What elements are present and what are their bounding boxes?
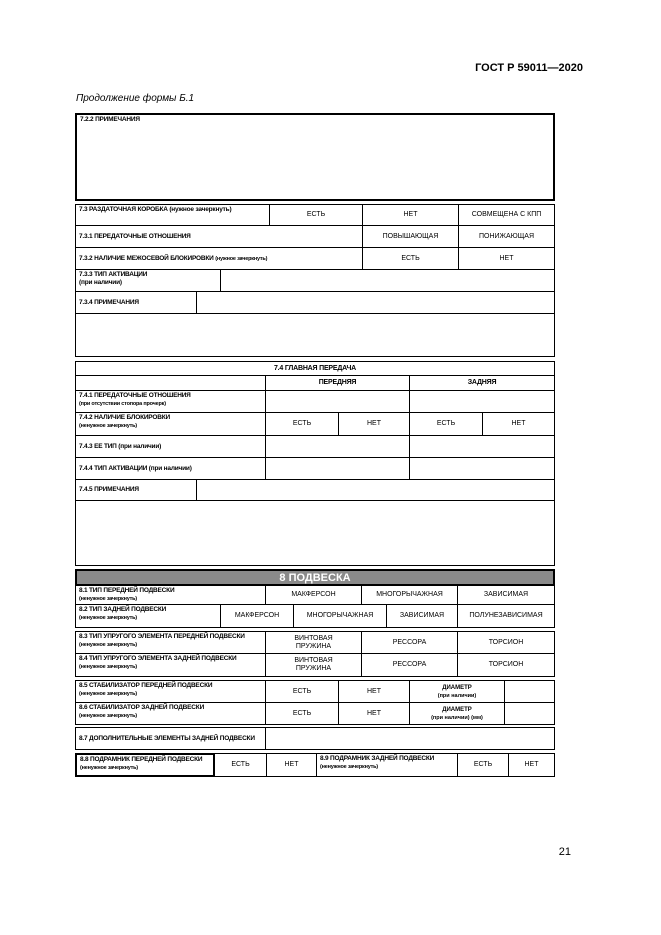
front-stabilizer-note: (ненужное зачеркнуть) — [79, 691, 137, 697]
main-gear-745-label: 7.4.5 ПРИМЕЧАНИЯ — [75, 479, 197, 501]
rear-elastic-torsion[interactable]: ТОРСИОН — [457, 653, 555, 677]
rear-elastic-label — [75, 653, 266, 677]
gear-ratio-up[interactable]: ПОВЫШАЮЩАЯ — [362, 225, 459, 248]
front-suspension-type-note: (ненужное зачеркнуть) — [79, 596, 137, 602]
rear-extra-elements-field[interactable] — [265, 727, 555, 750]
interaxle-lock-label — [75, 247, 363, 270]
rear-extra-elements-label: 8.7 ДОПОЛНИТЕЛЬНЫЕ ЭЛЕМЕНТЫ ЗАДНЕЙ ПОДВЕСКИ — [75, 727, 266, 750]
notes-722-label: 7.2.2 ПРИМЕЧАНИЯ — [80, 116, 140, 123]
main-gear-742-note: (ненужное зачеркнуть) — [79, 423, 137, 429]
front-elastic-coil-line1: ВИНТОВАЯ — [294, 634, 333, 642]
front-stabilizer-yes[interactable]: ЕСТЬ — [265, 680, 339, 703]
activation-733-title: 7.3.3 ТИП АКТИВАЦИИ — [79, 271, 148, 278]
front-stabilizer-no[interactable]: НЕТ — [338, 680, 410, 703]
front-elastic-note: (ненужное зачеркнуть) — [79, 642, 137, 648]
main-gear-741-rear[interactable] — [409, 390, 555, 413]
rear-suspension-dependent[interactable]: ЗАВИСИМАЯ — [386, 604, 458, 628]
rear-subframe-note: (ненужное зачеркнуть) — [320, 764, 378, 770]
rear-stabilizer-title: 8.6 СТАБИЛИЗАТОР ЗАДНЕЙ ПОДВЕСКИ — [79, 704, 205, 711]
transfer-case-yes[interactable]: ЕСТЬ — [269, 204, 363, 226]
front-elastic-title: 8.3 ТИП УПРУГОГО ЭЛЕМЕНТА ПЕРЕДНЕЙ ПОДВЕСКИ — [79, 633, 245, 640]
main-gear-742-front-yes[interactable]: ЕСТЬ — [265, 412, 339, 436]
main-gear-743-rear[interactable] — [409, 435, 555, 458]
rear-stabilizer-note: (ненужное зачеркнуть) — [79, 713, 137, 719]
front-suspension-type-label — [75, 585, 266, 605]
front-stabilizer-diameter-label — [409, 680, 505, 703]
front-subframe-no[interactable]: НЕТ — [266, 753, 317, 777]
gear-ratio-down[interactable]: ПОНИЖАЮЩАЯ — [458, 225, 555, 248]
rear-diameter-title: ДИАМЕТР — [442, 706, 472, 713]
interaxle-lock-no[interactable]: НЕТ — [458, 247, 555, 270]
main-gear-743-front[interactable] — [265, 435, 410, 458]
activation-733-label — [75, 269, 221, 292]
main-gear-741-title: 7.4.1 ПЕРЕДАТОЧНЫЕ ОТНОШЕНИЯ — [79, 392, 191, 399]
main-gear-742-rear-yes[interactable]: ЕСТЬ — [409, 412, 483, 436]
transfer-case-title: 7.3 РАЗДАТОЧНАЯ КОРОБКА — [79, 206, 168, 213]
interaxle-lock-note: (нужное зачеркнуть) — [215, 255, 268, 262]
front-suspension-type-title: 8.1 ТИП ПЕРЕДНЕЙ ПОДВЕСКИ — [79, 587, 175, 594]
main-gear-745-area[interactable] — [75, 500, 555, 566]
notes-722-box[interactable] — [75, 113, 555, 201]
rear-suspension-type-title: 8.2 ТИП ЗАДНЕЙ ПОДВЕСКИ — [79, 606, 167, 613]
main-gear-744-label: 7.4.4 ТИП АКТИВАЦИИ (при наличии) — [75, 457, 266, 480]
front-subframe-note: (ненужное зачеркнуть) — [80, 765, 138, 771]
rear-suspension-semi[interactable]: ПОЛУНЕЗАВИСИМАЯ — [457, 604, 555, 628]
rear-stabilizer-diameter-label — [409, 702, 505, 725]
interaxle-lock-yes[interactable]: ЕСТЬ — [362, 247, 459, 270]
front-suspension-dependent[interactable]: ЗАВИСИМАЯ — [457, 585, 555, 605]
main-gear-front-header: ПЕРЕДНЯЯ — [265, 375, 410, 391]
rear-elastic-leaf[interactable]: РЕССОРА — [361, 653, 458, 677]
rear-elastic-note: (ненужное зачеркнуть) — [79, 664, 137, 670]
rear-elastic-title: 8.4 ТИП УПРУГОГО ЭЛЕМЕНТА ЗАДНЕЙ ПОДВЕСКИ — [79, 655, 237, 662]
continuation-caption: Продолжение формы Б.1 — [76, 93, 195, 104]
notes-734-field[interactable] — [196, 291, 555, 314]
rear-elastic-coil-line2: ПРУЖИНА — [295, 665, 332, 672]
transfer-case-combined[interactable]: СОВМЕЩЕНА С КПП — [458, 204, 555, 226]
front-diameter-note: (при наличии) — [437, 692, 477, 699]
front-elastic-coil-line2: ПРУЖИНА — [295, 642, 332, 650]
main-gear-742-rear-no[interactable]: НЕТ — [482, 412, 555, 436]
front-subframe-yes[interactable]: ЕСТЬ — [214, 753, 267, 777]
front-stabilizer-diameter-field[interactable] — [504, 680, 555, 703]
rear-elastic-coil-line1: ВИНТОВАЯ — [294, 657, 333, 664]
page-number: 21 — [558, 846, 571, 858]
front-stabilizer-title: 8.5 СТАБИЛИЗАТОР ПЕРЕДНЕЙ ПОДВЕСКИ — [79, 682, 213, 689]
front-stabilizer-label — [75, 680, 266, 703]
activation-733-note: (при наличии) — [79, 279, 122, 286]
rear-elastic-coil[interactable] — [265, 653, 362, 677]
main-gear-741-note: (при отсутствии стопора прочерк) — [79, 401, 166, 407]
main-gear-header-empty — [75, 375, 266, 391]
main-gear-743-label: 7.4.3 ЕЕ ТИП (при наличии) — [75, 435, 266, 458]
rear-suspension-type-label — [75, 604, 221, 628]
rear-subframe-no[interactable]: НЕТ — [508, 753, 555, 777]
transfer-case-note: (нужное зачеркнуть) — [169, 206, 232, 213]
rear-stabilizer-no[interactable]: НЕТ — [338, 702, 410, 725]
interaxle-lock-title: 7.3.2 НАЛИЧИЕ МЕЖОСЕВОЙ БЛОКИРОВКИ — [79, 254, 214, 262]
main-gear-741-front[interactable] — [265, 390, 410, 413]
front-subframe-title: 8.8 ПОДРАМНИК ПЕРЕДНЕЙ ПОДВЕСКИ — [80, 756, 203, 763]
rear-stabilizer-label — [75, 702, 266, 725]
front-suspension-multilink[interactable]: МНОГОРЫЧАЖНАЯ — [361, 585, 458, 605]
front-diameter-title: ДИАМЕТР — [442, 684, 472, 691]
rear-subframe-label — [316, 753, 458, 777]
main-gear-742-label — [75, 412, 266, 436]
standard-number: ГОСТ Р 59011—2020 — [475, 62, 583, 74]
notes-734-label: 7.3.4 ПРИМЕЧАНИЯ — [75, 291, 197, 314]
front-elastic-label — [75, 631, 266, 654]
front-suspension-mcpherson[interactable]: МАКФЕРСОН — [265, 585, 362, 605]
rear-suspension-multilink[interactable]: МНОГОРЫЧАЖНАЯ — [293, 604, 387, 628]
notes-734-area[interactable] — [75, 313, 555, 357]
transfer-case-label — [75, 204, 270, 226]
rear-diameter-note: (при наличии) (мм) — [431, 714, 483, 721]
rear-stabilizer-diameter-field[interactable] — [504, 702, 555, 725]
rear-suspension-type-note: (ненужное зачеркнуть) — [79, 615, 137, 621]
rear-subframe-title: 8.9 ПОДРАМНИК ЗАДНЕЙ ПОДВЕСКИ — [320, 755, 435, 762]
main-gear-741-label — [75, 390, 266, 413]
main-gear-title: 7.4 ГЛАВНАЯ ПЕРЕДАЧА — [75, 361, 555, 376]
main-gear-rear-header: ЗАДНЯЯ — [409, 375, 555, 391]
suspension-title: 8 ПОДВЕСКА — [75, 569, 555, 586]
transfer-case-no[interactable]: НЕТ — [362, 204, 459, 226]
main-gear-744-front[interactable] — [265, 457, 410, 480]
rear-subframe-yes[interactable]: ЕСТЬ — [457, 753, 509, 777]
rear-stabilizer-yes[interactable]: ЕСТЬ — [265, 702, 339, 725]
activation-733-field[interactable] — [220, 269, 555, 292]
rear-suspension-mcpherson[interactable]: МАКФЕРСОН — [220, 604, 294, 628]
main-gear-742-title: 7.4.2 НАЛИЧИЕ БЛОКИРОВКИ — [79, 414, 170, 421]
front-elastic-leaf[interactable]: РЕССОРА — [361, 631, 458, 654]
gear-ratios-731-label: 7.3.1 ПЕРЕДАТОЧНЫЕ ОТНОШЕНИЯ — [75, 225, 363, 248]
front-elastic-torsion[interactable]: ТОРСИОН — [457, 631, 555, 654]
front-elastic-coil[interactable] — [265, 631, 362, 654]
main-gear-745-field[interactable] — [196, 479, 555, 501]
main-gear-742-front-no[interactable]: НЕТ — [338, 412, 410, 436]
front-subframe-label — [75, 753, 215, 777]
main-gear-744-rear[interactable] — [409, 457, 555, 480]
